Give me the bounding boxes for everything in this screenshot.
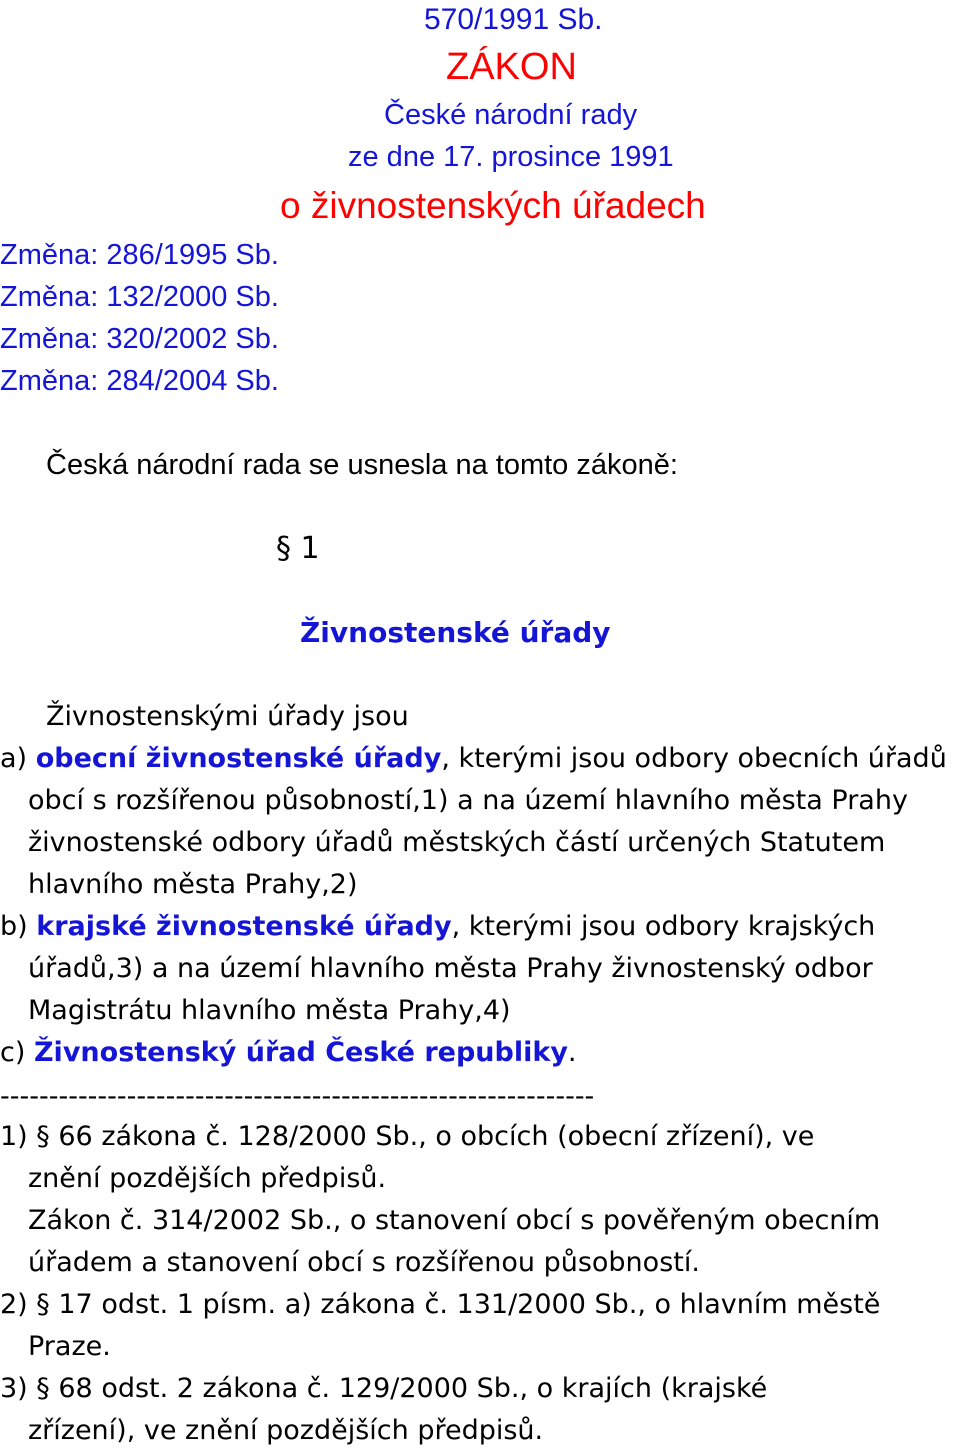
amendment-item: Změna: 284/2004 Sb. <box>0 365 279 397</box>
footnote-1-line2: znění pozdějších předpisů. <box>28 1163 387 1194</box>
issuer-line: České národní rady <box>384 99 638 131</box>
item-a-term: obecní živnostenské úřady <box>35 743 442 774</box>
section-mark: § 1 <box>276 531 320 566</box>
item-b-line3: Magistrátu hlavního města Prahy,4) <box>28 995 511 1026</box>
law-title: o živnostenských úřadech <box>280 185 706 226</box>
item-c-end: . <box>567 1037 577 1068</box>
item-c-line <box>0 1032 577 1074</box>
section-title: Živnostenské úřady <box>300 616 611 649</box>
item-b-line1 <box>0 906 875 948</box>
item-a-line1 <box>0 738 947 780</box>
enacting-clause: Česká národní rada se usnesla na tomto zákoně: <box>46 449 678 481</box>
amendment-item: Změna: 286/1995 Sb. <box>0 239 279 271</box>
item-c-term: Živnostenský úřad České republiky <box>33 1037 568 1068</box>
item-a-line2: obcí s rozšířenou působností,1) a na území hlavního města Prahy <box>28 785 908 816</box>
item-b-prefix: b) <box>0 911 28 942</box>
item-a-prefix: a) <box>0 743 28 774</box>
item-c-prefix: c) <box>0 1037 26 1068</box>
item-a-line3: živnostenské odbory úřadů městských částí určených Statutem <box>28 827 886 858</box>
item-a-line4: hlavního města Prahy,2) <box>28 869 358 900</box>
footnote-1-line4: úřadem a stanovení obcí s rozšířenou působností. <box>28 1247 700 1278</box>
item-b-rest: , kterými jsou odbory krajských <box>451 911 876 942</box>
amendment-item: Změna: 320/2002 Sb. <box>0 323 279 355</box>
item-b-line2: úřadů,3) a na území hlavního města Prahy živnostenský odbor <box>28 953 873 984</box>
footnote-2-line1: 2) § 17 odst. 1 písm. a) zákona č. 131/2000 Sb., o hlavním městě <box>0 1289 881 1320</box>
footnote-1-line1: 1) § 66 zákona č. 128/2000 Sb., o obcích (obecní zřízení), ve <box>0 1121 815 1152</box>
law-number: 570/1991 Sb. <box>424 3 603 36</box>
footnote-3-line1: 3) § 68 odst. 2 zákona č. 129/2000 Sb., o krajích (krajské <box>0 1373 768 1404</box>
amendments-list <box>0 234 279 402</box>
law-type-heading: ZÁKON <box>446 46 577 88</box>
footnote-1-line3: Zákon č. 314/2002 Sb., o stanovení obcí s pověřeným obecním <box>28 1205 881 1236</box>
item-b-term: krajské živnostenské úřady <box>36 911 452 942</box>
footnote-2-line2: Praze. <box>28 1331 111 1362</box>
item-a-rest: , kterými jsou odbory obecních úřadů <box>441 743 947 774</box>
section-intro: Živnostenskými úřady jsou <box>46 701 409 732</box>
date-line: ze dne 17. prosince 1991 <box>348 141 674 173</box>
amendment-item: Změna: 132/2000 Sb. <box>0 281 279 313</box>
footnote-3-line2: zřízení), ve znění pozdějších předpisů. <box>28 1415 544 1446</box>
footnote-divider: ------------------------------------------------------------- <box>0 1081 595 1112</box>
